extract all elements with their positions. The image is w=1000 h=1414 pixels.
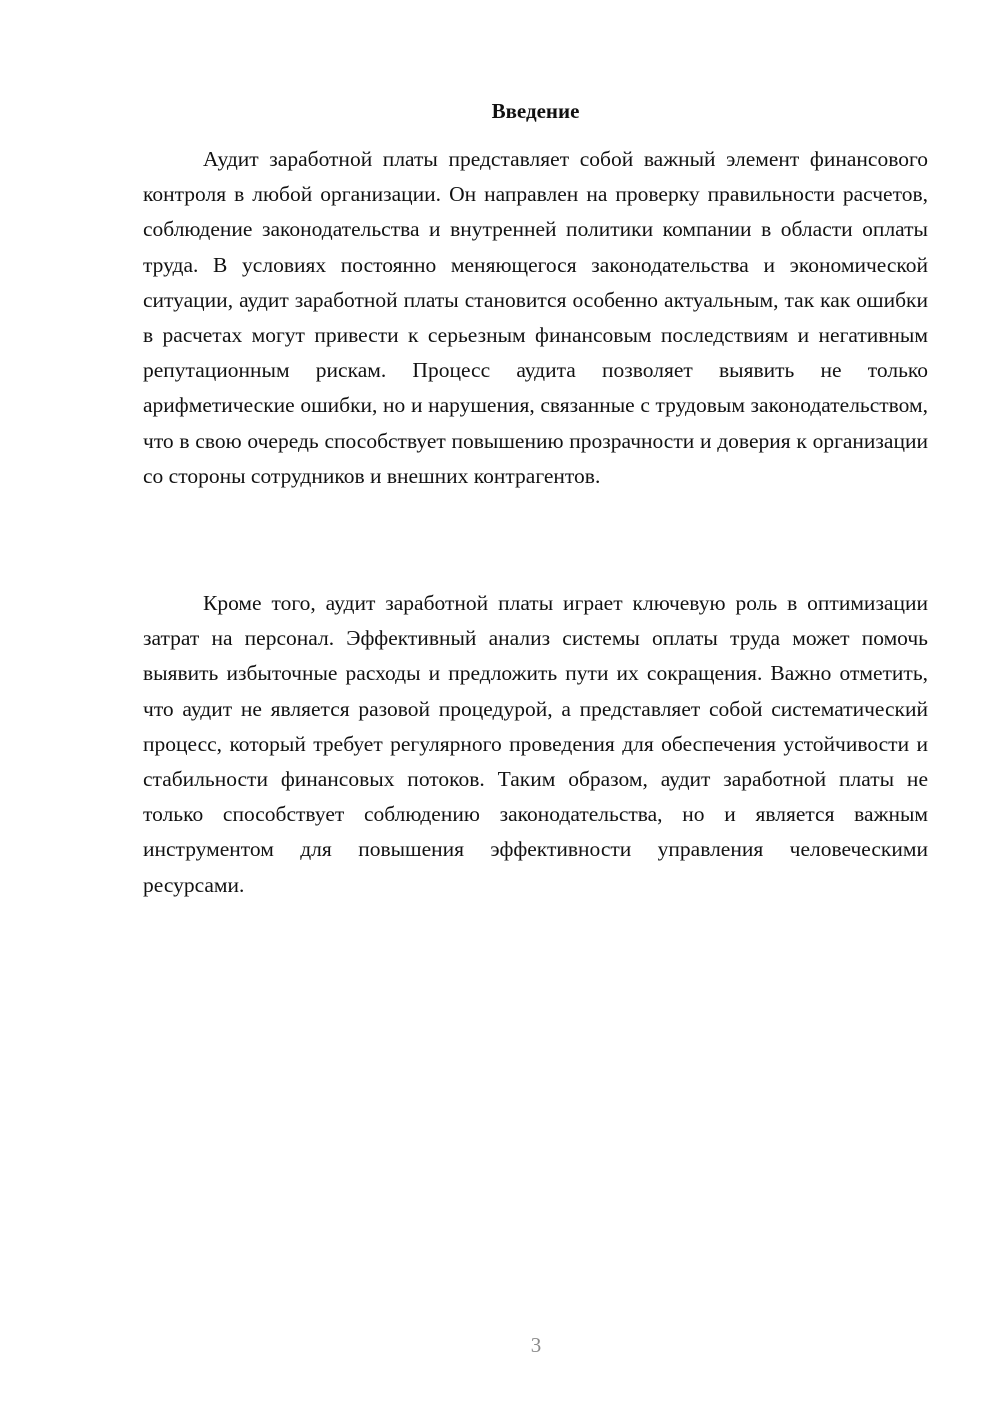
section-title: Введение	[491, 99, 580, 123]
paragraph-1: Аудит заработной платы представляет собой важный элемент финансового контроля в любой организации. Он направлен на проверку правильности расчетов, соблюдение законодательства и внутренней политики компании в области оплаты труда. В условиях постоянно меняющегося законодательства и экономической ситуации, аудит заработной платы становится особенно актуальным, так как ошибки в расчетах могут привести к серьезным финансовым последствиям и негативным репутационным рискам. Процесс аудита позволяет выявить не только арифметические ошибки, но и нарушения, связанные с трудовым законодательством, что в свою очередь способствует повышению прозрачности и доверия к организации со стороны сотрудников и внешних контрагентов.	[143, 147, 928, 488]
page-number: 3	[530, 1333, 542, 1357]
paragraph-2: Кроме того, аудит заработной платы играет ключевую роль в оптимизации затрат на персонал. Эффективный анализ системы оплаты труда может помочь выявить избыточные расходы и предложить пути их сокращения. Важно отметить, что аудит не является разовой процедурой, а представляет собой систематический процесс, который требует регулярного проведения для обеспечения устойчивости и стабильности финансовых потоков. Таким образом, аудит заработной платы не только способствует соблюдению законодательства, но и является важным инструментом для повышения эффективности управления человеческими ресурсами.	[143, 591, 928, 897]
